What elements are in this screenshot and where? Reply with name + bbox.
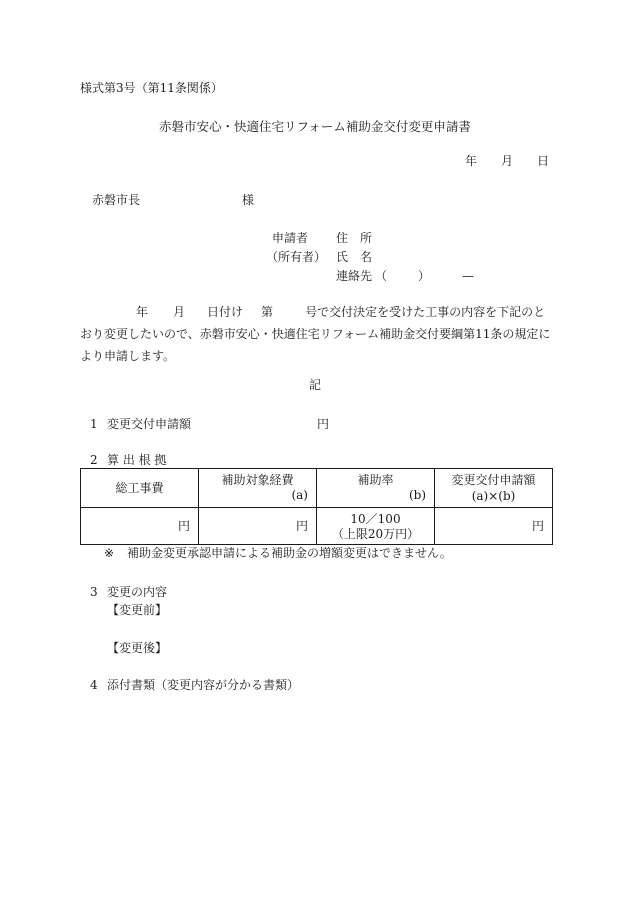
applicant-role-sub: （所有者） <box>266 250 327 264</box>
item-2-number: 2 <box>90 453 98 467</box>
ki-marker: 記 <box>308 378 321 392</box>
item-4-label: 添付書類（変更内容が分かる書類） <box>107 678 300 692</box>
item-1-number: 1 <box>90 417 98 431</box>
header-total-cost: 総工事費 <box>81 469 199 508</box>
header-amount-formula: (a)×(b) <box>471 489 516 503</box>
name-label: 氏 名 <box>336 250 373 264</box>
contact-paren-open: （ <box>375 269 388 283</box>
item-4-number: 4 <box>90 678 98 692</box>
table-row <box>81 508 553 545</box>
body-month: 月 <box>173 305 186 319</box>
contact-paren-close: ） <box>418 269 431 283</box>
addressee-honorific: 様 <box>242 193 255 207</box>
rate-cap: （上限20万円） <box>331 527 420 541</box>
cell-total-cost[interactable]: 円 <box>81 508 199 545</box>
item-1-unit: 円 <box>317 417 330 431</box>
form-number: 様式第3号（第11条関係） <box>80 81 223 95</box>
cell-change-amount[interactable]: 円 <box>435 508 553 545</box>
body-year: 年 <box>136 305 149 319</box>
body-text: 号で交付決定を受けた工事の内容を下記のとおり変更したいので、赤磐市安心・快適住宅リフォーム補助金交付要綱第11条の規定により申請します。 <box>80 305 551 363</box>
addressee-name: 赤磐市長 <box>92 193 141 207</box>
date-year: 年 <box>465 154 478 168</box>
item-3-before: 【変更前】 <box>107 603 168 617</box>
header-rate-mark: (b) <box>408 488 426 502</box>
document-title: 赤磐市安心・快適住宅リフォーム補助金交付変更申請書 <box>159 119 471 134</box>
item-2-label: 算 出 根 拠 <box>107 453 167 467</box>
note-text: 補助金変更承認申請による補助金の増額変更はできません。 <box>127 546 452 560</box>
contact-label: 連絡先 <box>336 269 373 283</box>
header-subsidy-rate: 補助率 (b) <box>317 469 435 508</box>
item-3-label: 変更の内容 <box>107 585 168 599</box>
header-change-amount: 変更交付申請額 (a)×(b) <box>435 469 553 508</box>
header-eligible-cost: 補助対象経費 (a) <box>199 469 317 508</box>
cell-subsidy-rate <box>317 508 435 545</box>
item-3-after: 【変更後】 <box>107 641 168 655</box>
applicant-role: 申請者 <box>272 231 309 245</box>
contact-dash: — <box>462 269 474 283</box>
header-eligible-mark: (a) <box>291 488 308 502</box>
address-label: 住 所 <box>336 231 373 245</box>
cell-eligible-cost[interactable]: 円 <box>199 508 317 545</box>
date-day: 日 <box>537 154 550 168</box>
body-dated: 日付け <box>207 305 244 319</box>
request-paragraph <box>80 301 555 367</box>
note-mark: ※ <box>104 546 115 560</box>
item-3-number: 3 <box>90 585 98 599</box>
calculation-table <box>80 468 553 545</box>
body-dai: 第 <box>261 305 274 319</box>
item-1-label: 変更交付申請額 <box>107 417 192 431</box>
date-month: 月 <box>501 154 514 168</box>
table-header-row <box>81 469 553 508</box>
rate-value: 10／100 <box>350 512 401 526</box>
